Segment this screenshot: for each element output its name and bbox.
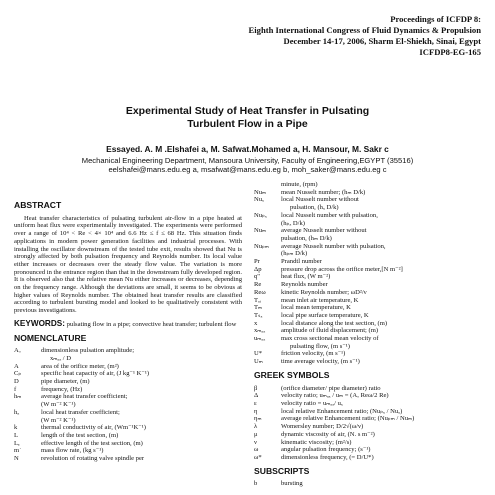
- symbol-definition: heat flux, (W m⁻²): [281, 273, 331, 281]
- symbol-row: [14, 424, 242, 432]
- symbol-definition: velocity ratio = uₘₐₓ/ uₓ: [281, 399, 343, 407]
- symbol-definition: kinetic Reynolds number; ωD²/ν: [281, 288, 367, 296]
- symbol: b: [254, 480, 258, 488]
- symbol-definition: dimensionless pulsation amplitude;: [41, 347, 135, 355]
- symbol-definition: dynamic viscosity of air, (N. s m⁻²): [281, 430, 375, 438]
- symbol-definition: Reynolds number: [281, 281, 328, 289]
- symbol-row: [254, 243, 484, 251]
- symbol-row: [254, 446, 484, 454]
- symbol-row: [254, 480, 484, 488]
- nomenclature-list: [14, 347, 242, 463]
- symbol-definition: kinematic viscosity; (m²/s): [281, 438, 352, 446]
- symbol-row: [14, 355, 242, 363]
- author-list: Essayed. A. M .Elshafei a, M. Safwat.Mohamed a, H. Mansour, M. Sakr c: [106, 144, 389, 154]
- keywords: [14, 320, 242, 329]
- symbol-row: [254, 273, 484, 281]
- symbol-row: [254, 350, 484, 358]
- symbol: ηₘ: [254, 415, 262, 423]
- symbol-definition: bursting: [281, 480, 303, 488]
- symbol-definition: (W m⁻² K⁻¹): [41, 416, 76, 424]
- symbol-row: [254, 343, 484, 351]
- symbol-row: [254, 235, 484, 243]
- symbol-definition: (orifice diameter/ pipe diameter) ratio: [281, 384, 381, 392]
- symbol: [254, 235, 281, 243]
- paper-id: ICFDP8-EG-165: [419, 47, 481, 57]
- proceedings-title: Proceedings of ICFDP 8:: [390, 14, 481, 24]
- symbol-definition: revolution of rotating valve spindle per: [41, 455, 145, 463]
- symbol: λ: [254, 423, 258, 431]
- symbol-definition: Prandtl number: [281, 258, 322, 266]
- symbol: η: [254, 407, 258, 415]
- symbol-row: [254, 415, 484, 423]
- symbol: [14, 417, 41, 425]
- symbol: β: [254, 384, 258, 392]
- symbol: hₓ: [14, 408, 20, 416]
- nomenclature-heading: NOMENCLATURE: [14, 332, 87, 343]
- symbol: k: [14, 424, 18, 432]
- symbol: Re: [254, 281, 262, 289]
- symbol-definition: pressure drop across the orifice meter,[N m⁻²]: [281, 265, 403, 273]
- subscripts-heading: SUBSCRIPTS: [254, 465, 310, 476]
- symbol-definition: local relative Enhancement ratio; (Nuₚₓ / Nuₓ): [281, 407, 403, 415]
- symbol-row: [14, 455, 242, 463]
- symbol-row: [254, 392, 484, 400]
- symbol: A: [14, 362, 19, 370]
- symbol: ω*: [254, 453, 262, 461]
- symbol: Nuₘ: [254, 188, 267, 196]
- symbol: Uₘ: [254, 358, 263, 366]
- symbol: Lₑ: [14, 439, 20, 447]
- symbol-row: [254, 385, 484, 393]
- congress-date-location: December 14-17, 2006, Sharm El-Shiekh, Sinai, Egypt: [283, 36, 481, 46]
- abstract-text: Heat transfer characteristics of pulsating turbulent air-flow in a pipe heated at uniform heat flux were experimentally investigated. The experiments were performed over a range of 10⁴ < Re < 4× 10⁴ and 6.6 Hz ≤ f ≤ 68 Hz. This situation finds applications in modern power generation facilities and industrial processes. With installing the oscillator downstream of the tested tube exit, results showed that Nu is strongly affected by both pulsation frequency and Reynolds number. Its local value either increases or decreases over the steady flow value. The variation is more pronounced in the entrance region than that in the downstream fully developed region. It is observed also that the relative mean Nu either increases or decreases, depending on the frequency range. Although the deviations are small, it seems to be obvious at higher values of Reynolds number. The obtained heat transfer results are classified according to turbulent bursting model and looked to be qualitatively consistent with previous investigations.: [14, 214, 242, 315]
- symbol-row: [14, 447, 242, 455]
- proceedings-header: [249, 14, 481, 58]
- symbol-definition: max cross sectional mean velocity of: [281, 335, 379, 343]
- symbol-row: [254, 204, 484, 212]
- paper-title: [0, 105, 495, 130]
- symbol: [254, 204, 281, 212]
- symbol-row: [254, 304, 484, 312]
- symbol: L: [14, 431, 19, 439]
- symbol: Tₐᵢ: [254, 296, 261, 304]
- symbol-definition: average heat transfer coefficient;: [41, 393, 128, 401]
- symbol: Reω: [254, 288, 266, 296]
- symbol-row: [14, 363, 242, 371]
- symbol: Nuₚₓ: [254, 211, 267, 219]
- keywords-label: KEYWORDS:: [14, 318, 65, 328]
- symbol-row: [254, 220, 484, 228]
- symbol-definition: specific heat capacity of air, (J kg⁻¹ K⁻¹): [41, 370, 150, 378]
- symbol-definition: mean Nusselt number; (hₘ D/k): [281, 188, 366, 196]
- symbol: ε: [254, 399, 257, 407]
- symbol: [254, 250, 281, 258]
- symbol: hₘ: [14, 393, 22, 401]
- symbol-row: [254, 423, 484, 431]
- symbol-definition: effective length of the test section, (m): [41, 439, 143, 447]
- symbol-row: [14, 378, 242, 386]
- greek-symbols-list: [254, 385, 484, 462]
- congress-name: Eighth International Congress of Fluid Dynamics & Propulsion: [248, 25, 481, 35]
- symbol: Nuₓ: [254, 196, 264, 204]
- symbol-row: [254, 258, 484, 266]
- symbol: q": [254, 273, 260, 281]
- symbol-definition: area of the orifice meter, (m²): [41, 362, 119, 370]
- symbol: μ: [254, 430, 258, 438]
- symbol-row: [254, 289, 484, 297]
- symbol-definition: average relative Enhancement ratio; (Nuₚₘ / Nuₘ): [281, 415, 415, 423]
- symbol-row: [14, 386, 242, 394]
- symbol-definition: length of the test section, (m): [41, 431, 119, 439]
- symbol-definition: dimensionless frequency, (= D/U*): [281, 453, 374, 461]
- symbol-definition: average Nusselt number without: [281, 227, 367, 235]
- symbol-row: [254, 181, 484, 189]
- symbol-definition: minute, (rpm): [281, 181, 318, 188]
- symbol: N: [14, 455, 19, 463]
- symbol-row: [254, 431, 484, 439]
- symbol-row: [254, 312, 484, 320]
- symbol-definition: local mean temperature, K: [281, 304, 351, 312]
- symbol-definition: local distance along the test section, (m): [281, 319, 388, 327]
- symbol-definition: pipe diameter, (m): [41, 378, 90, 386]
- symbol-definition: friction velocity, (m s⁻¹): [281, 350, 346, 358]
- symbol-definition: thermal conductivity of air, (Wm⁻¹K⁻¹): [41, 424, 146, 432]
- symbol-row: [14, 347, 242, 355]
- symbol-definition: Womersley number; D/2√(ω/ν): [281, 423, 364, 431]
- symbol-definition: amplitude of fluid displacement; (m): [281, 327, 379, 335]
- symbol-row: [254, 189, 484, 197]
- symbol-row: [254, 297, 484, 305]
- symbol: [254, 343, 281, 351]
- symbol-definition: time average velocity, (m s⁻¹): [281, 358, 360, 366]
- symbol: uₘₐₓ: [254, 335, 266, 343]
- symbol: ω: [254, 446, 259, 454]
- paper-title-line-2: Turbulent Flow in a Pipe: [187, 117, 308, 130]
- symbol-definition: pulsation, (hₘ D/k): [281, 234, 332, 242]
- symbol: x: [254, 319, 258, 327]
- symbol: U*: [254, 350, 263, 358]
- greek-symbols-heading: GREEK SYMBOLS: [254, 369, 330, 380]
- symbol: [254, 220, 281, 228]
- symbol: Δp: [254, 265, 262, 273]
- symbol: m˙: [14, 447, 22, 455]
- symbol-row: [254, 266, 484, 274]
- symbol-row: [254, 335, 484, 343]
- symbol-row: [254, 250, 484, 258]
- symbol-definition: mass flow rate, (kg s⁻¹): [41, 447, 104, 455]
- paper-title-line-1: Experimental Study of Heat Transfer in Pulsating: [125, 105, 370, 117]
- symbol: Δ: [254, 392, 259, 400]
- symbol-row: [14, 440, 242, 448]
- symbol: xₘₐₓ: [254, 327, 266, 335]
- symbol: Nuₘ: [254, 227, 267, 235]
- symbol-row: [14, 432, 242, 440]
- symbol-definition: xₘₐₓ / D: [50, 354, 72, 362]
- symbol-definition: (W m⁻² K⁻¹): [41, 401, 76, 409]
- subscripts-list: [254, 480, 484, 488]
- symbol: D: [14, 378, 19, 386]
- symbol: [14, 401, 41, 409]
- symbol-row: [254, 196, 484, 204]
- symbol: f: [14, 385, 17, 393]
- symbol-definition: pulsating flow, (m s⁻¹): [290, 342, 350, 350]
- symbol-definition: mean inlet air temperature, K: [281, 296, 359, 304]
- symbol-row: [254, 281, 484, 289]
- symbol-row: [254, 400, 484, 408]
- symbol-definition: frequency, (Hz): [41, 385, 83, 393]
- symbol-definition: (hₚₘ D/k): [281, 250, 308, 258]
- symbol-row: [254, 454, 484, 462]
- symbol-row: [14, 409, 242, 417]
- symbol-row: [254, 439, 484, 447]
- affiliation: [0, 156, 495, 174]
- symbol: Tₛₓ: [254, 311, 263, 319]
- abstract-heading: ABSTRACT: [14, 200, 62, 210]
- symbol: Nuₚₘ: [254, 242, 269, 250]
- left-column: [14, 200, 242, 463]
- symbol: Tₘ: [254, 304, 263, 312]
- symbol-row: [14, 401, 242, 409]
- symbol-row: [254, 327, 484, 335]
- symbol: Cₚ: [14, 370, 22, 378]
- symbol-definition: local Nusselt number with pulsation,: [281, 211, 378, 219]
- symbol-definition: local heat transfer coefficient;: [41, 408, 120, 416]
- symbol-row: [14, 417, 242, 425]
- affiliation-address: Mechanical Engineering Department, Mansoura University, Faculty of Engineering,EGYPT (35516): [81, 156, 414, 165]
- symbol-definition: angular pulsation frequency; (s⁻¹): [281, 446, 371, 454]
- keywords-text: pulsating flow in a pipe; convective heat transfer; turbulent flow: [64, 320, 237, 328]
- symbol: [254, 181, 281, 189]
- symbol-definition: local pipe surface temperature, K: [281, 311, 369, 319]
- symbol-row: [254, 358, 484, 366]
- symbol: Pr: [254, 258, 260, 266]
- symbol-row: [14, 393, 242, 401]
- symbol-definition: pulsation, (hₓ D/k): [290, 204, 339, 212]
- nomenclature-list-continued: [254, 181, 484, 366]
- symbol-definition: velocity ratio; uₘₐₓ / uₘ = (Aₒ Reω/2 Re): [281, 392, 389, 400]
- symbol-definition: average Nusselt number with pulsation,: [281, 242, 386, 250]
- symbol-row: [14, 370, 242, 378]
- symbol-definition: local Nusselt number without: [281, 196, 359, 204]
- symbol: Aₒ: [14, 347, 21, 355]
- author-emails: eelshafei@mans.edu.eg a, msafwat@mans.edu.eg b, moh_saker@mans.edu.eg c: [108, 165, 387, 175]
- symbol-row: [254, 320, 484, 328]
- symbol: [14, 355, 41, 363]
- symbol: ν: [254, 438, 257, 446]
- symbol-definition: (hₚₓ D/k): [281, 219, 305, 227]
- right-column: [254, 181, 484, 488]
- symbol-row: [254, 408, 484, 416]
- symbol-row: [254, 227, 484, 235]
- symbol-row: [254, 212, 484, 220]
